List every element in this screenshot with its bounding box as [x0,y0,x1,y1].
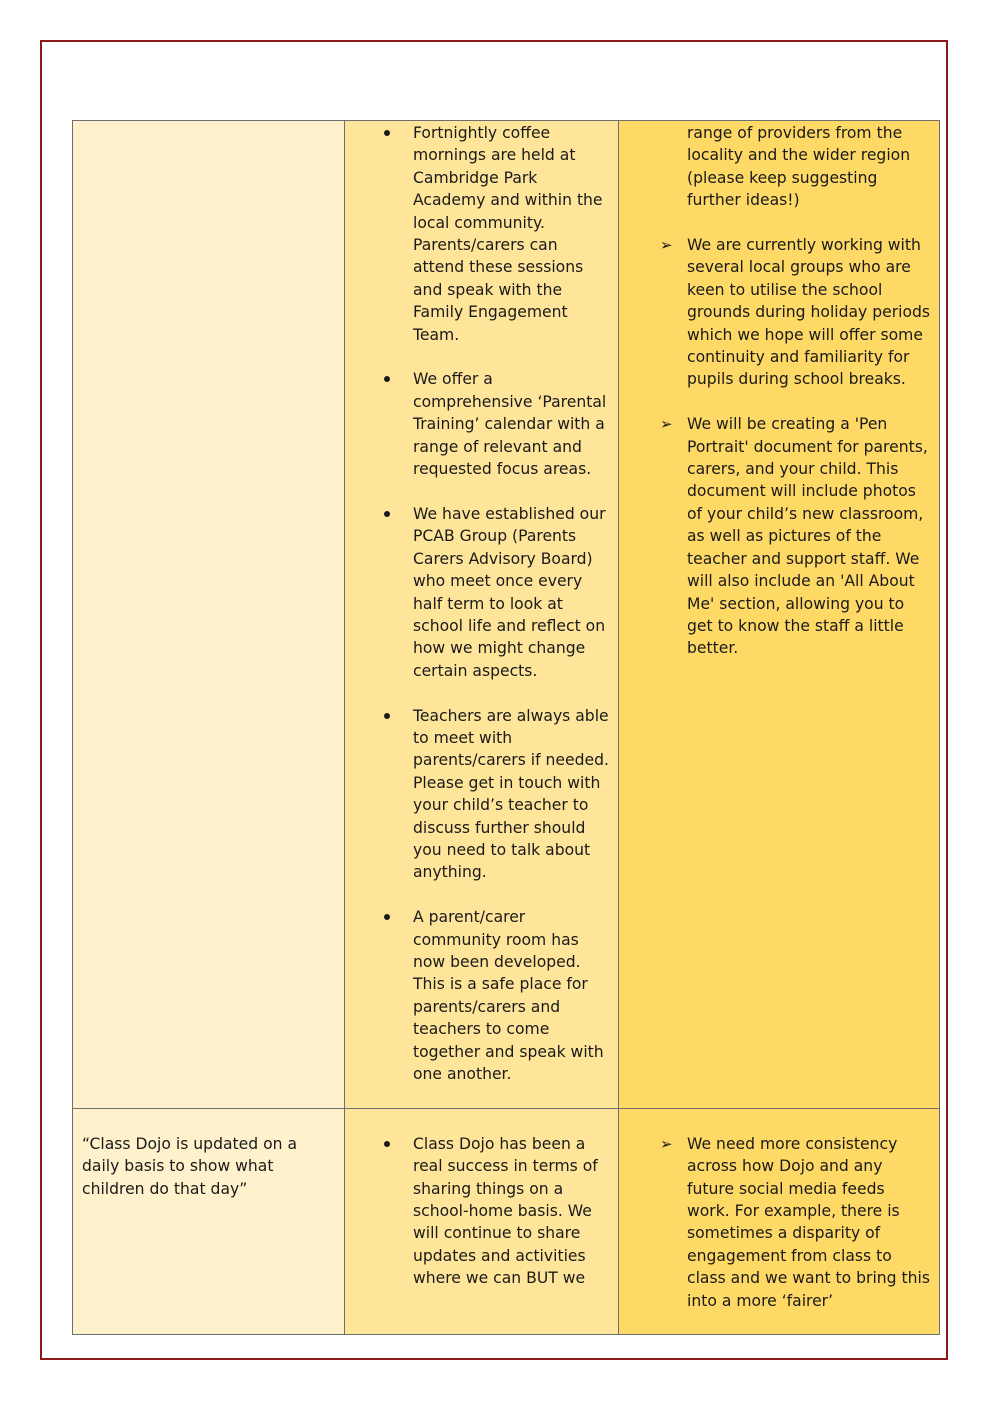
next-steps-cell [619,1108,940,1335]
actions-cell [345,121,619,1109]
list-item: A parent/carer community room has now been developed. This is a safe place for parents/carers and teachers to come together and speak with one another. [353,906,612,1085]
parent-quote [73,121,344,145]
feedback-table [72,120,940,1335]
list-item: ➢ We will be creating a 'Pen Portrait' document for parents, carers, and your child. This document will include photos of your child’s new classroom, as well as pictures of the teacher and support staff. We will also include an 'All About Me' section, allowing you to get to know the staff a little better. [660,415,928,658]
feedback-cell [73,1108,345,1335]
actions-cell [345,1108,619,1335]
arrow-bullet-icon: ➢ [660,1134,673,1153]
bullet-dot-icon [384,914,390,920]
list-item: Fortnightly coffee mornings are held at Cambridge Park Academy and within the local community. Parents/carers can attend these sessions and speak with the Family Engagement Team. [353,122,612,346]
continued-text: range of providers from the locality and the wider region (please keep suggesting further ideas!) [687,124,911,210]
bullet-dot-icon [384,713,390,719]
list-item: Class Dojo has been a real success in terms of sharing things on a school-home basis. We will continue to share updates and activities where we can BUT we [353,1133,612,1290]
list-item: ➢ We need more consistency across how Dojo and any future social media feeds work. For example, there is sometimes a disparity of engagement from class to class and we want to bring this into a more ‘fairer’ [660,1134,930,1310]
next-steps-cell [619,121,940,1109]
bullet-dot-icon [384,1141,390,1147]
arrow-bullet-icon: ➢ [660,415,673,434]
arrow-bullet-icon: ➢ [660,236,673,255]
list-item: ➢ We are currently working with several local groups who are keen to utilise the school grounds during holiday periods which we hope will offer some continuity and familiarity for pupils during school breaks. [660,236,931,389]
table-row [73,121,940,1109]
list-item: We have established our PCAB Group (Parents Carers Advisory Board) who meet once every half term to look at school life and reflect on how we might change certain aspects. [353,503,612,682]
parent-quote: “Class Dojo is updated on a daily basis to show what children do that day” [82,1134,298,1198]
list-item: We offer a comprehensive ‘Parental Training’ calendar with a range of relevant and requested focus areas. [353,368,612,480]
list-item: Teachers are always able to meet with parents/carers if needed. Please get in touch with your child’s teacher to discuss further should you need to talk about anything. [353,705,612,884]
bullet-dot-icon [384,130,390,136]
bullet-dot-icon [384,376,390,382]
next-steps-list [627,234,931,660]
actions-list [353,122,612,1085]
actions-list [353,1133,612,1290]
next-steps-list [627,1133,931,1312]
feedback-cell [73,121,345,1109]
table-row [73,1108,940,1335]
bullet-dot-icon [384,511,390,517]
